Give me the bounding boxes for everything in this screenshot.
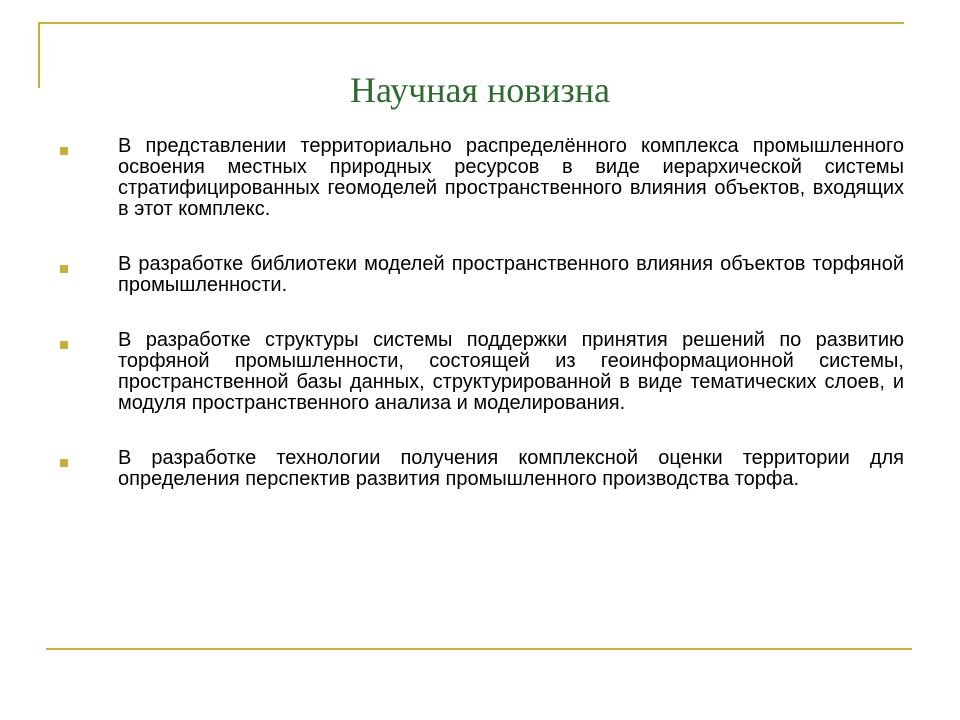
bullet-text: В разработке технологии получения комплексной оценки территории для определения перспектив развития промышленного производства торфа. xyxy=(118,447,904,490)
frame-bottom-line xyxy=(46,648,912,650)
bullet-text: В представлении территориально распределённого комплекса промышленного освоения местных природных ресурсов в виде иерархической системы стратифицированных геомоделей пространственного влияния объектов, входящих в этот комплекс. xyxy=(118,135,904,220)
bullet-text: В разработке библиотеки моделей пространственного влияния объектов торфяной промышленности. xyxy=(118,253,904,296)
bullet-text: В разработке структуры системы поддержки принятия решений по развитию торфяной промышленности, состоящей из геоинформационной системы, пространственной базы данных, структурированной в виде тематических слоев, и модуля пространственного анализа и моделирования. xyxy=(118,329,904,414)
bullet-item xyxy=(60,448,904,490)
bullet-list xyxy=(60,136,904,524)
bullet-item xyxy=(60,136,904,220)
bullet-item xyxy=(60,254,904,296)
frame-top-line xyxy=(38,22,904,24)
slide-title: Научная новизна xyxy=(349,70,611,110)
bullet-item xyxy=(60,330,904,414)
square-bullet-icon xyxy=(60,265,68,273)
square-bullet-icon xyxy=(60,459,68,467)
square-bullet-icon xyxy=(60,147,68,155)
square-bullet-icon xyxy=(60,341,68,349)
